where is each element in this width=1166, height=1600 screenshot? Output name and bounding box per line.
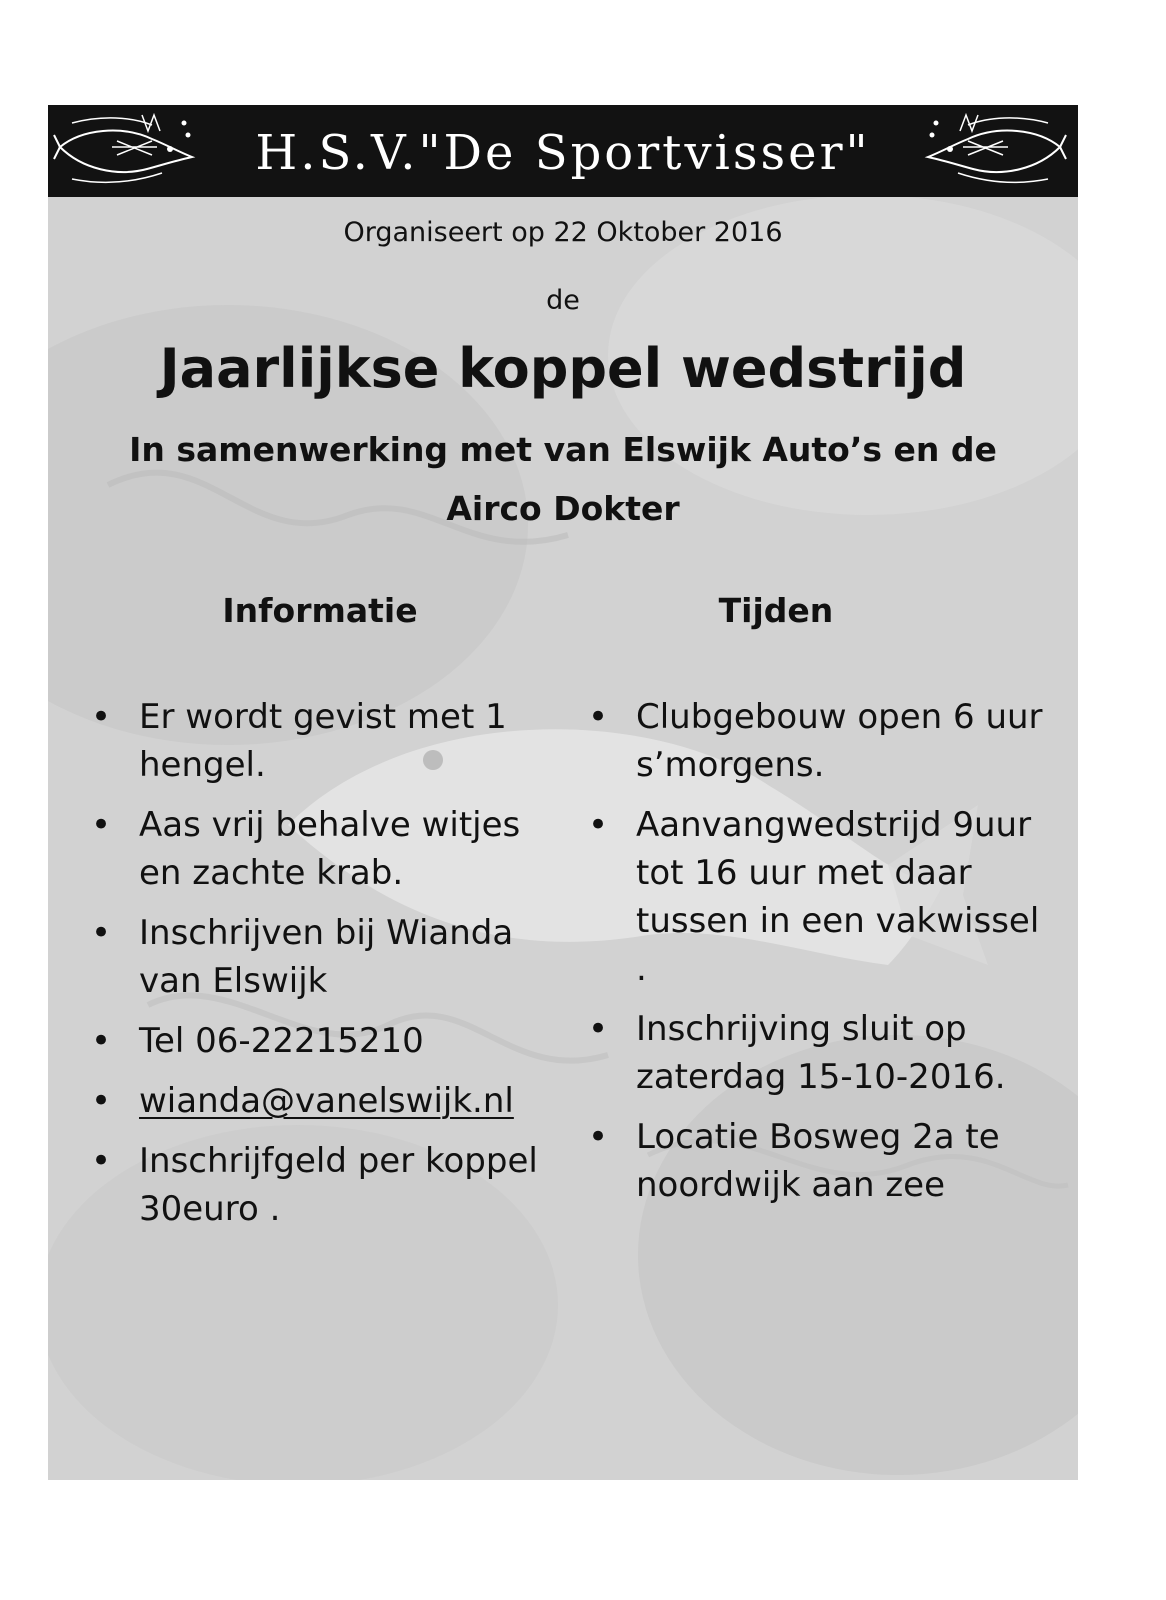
subtitle-line: Airco Dokter: [446, 489, 680, 528]
bullet-icon: •: [91, 1141, 112, 1181]
list-item: [588, 801, 1058, 993]
list-item: [91, 693, 556, 789]
list-item: [91, 909, 556, 1005]
list-item-text: Er wordt gevist met 1 hengel.: [139, 697, 507, 785]
list-item: [91, 1077, 556, 1125]
times-list: [588, 693, 1058, 1221]
list-item-text: Inschrijfgeld per koppel 30euro .: [139, 1141, 538, 1229]
list-item-text: Aanvangwedstrijd 9uur tot 16 uur met daar tussen in een vakwissel .: [636, 805, 1040, 989]
flyer-content: [48, 105, 1078, 1480]
list-item: [91, 1017, 556, 1065]
bullet-icon: •: [588, 1117, 609, 1157]
bullet-icon: •: [91, 913, 112, 953]
bullet-icon: •: [588, 697, 609, 737]
event-date-line: Organiseert op 22 Oktober 2016: [343, 217, 783, 248]
times-heading: Tijden: [718, 591, 834, 630]
club-name: H.S.V."De Sportvisser": [255, 125, 871, 181]
list-item-text: Tel 06-22215210: [139, 1021, 424, 1061]
event-subtitle: [48, 420, 1078, 538]
list-item: [588, 693, 1058, 789]
bullet-icon: •: [91, 1021, 112, 1061]
event-title: Jaarlijkse koppel wedstrijd: [159, 337, 967, 400]
list-item-text: Aas vrij behalve witjes en zachte krab.: [139, 805, 521, 893]
list-item-text: Locatie Bosweg 2a te noordwijk aan zee: [636, 1117, 1000, 1205]
list-item-text: Clubgebouw open 6 uur s’morgens.: [636, 697, 1043, 785]
list-item: [91, 1137, 556, 1233]
bullet-icon: •: [588, 1009, 609, 1049]
list-item: [91, 801, 556, 897]
list-item: [588, 1113, 1058, 1209]
bullet-icon: •: [91, 697, 112, 737]
email-link[interactable]: wianda@vanelswijk.nl: [139, 1081, 514, 1121]
flyer: [48, 105, 1078, 1480]
list-item-text: Inschrijven bij Wianda van Elswijk: [139, 913, 514, 1001]
info-heading: Informatie: [222, 591, 418, 630]
list-item: [588, 1005, 1058, 1101]
bullet-icon: •: [91, 1081, 112, 1121]
subtitle-line: In samenwerking met van Elswijk Auto’s en de: [129, 430, 997, 469]
bullet-icon: •: [91, 805, 112, 845]
info-list: [91, 693, 556, 1245]
list-item-text: Inschrijving sluit op zaterdag 15-10-2016.: [636, 1009, 1006, 1097]
article-line: de: [546, 285, 580, 316]
bullet-icon: •: [588, 805, 609, 845]
